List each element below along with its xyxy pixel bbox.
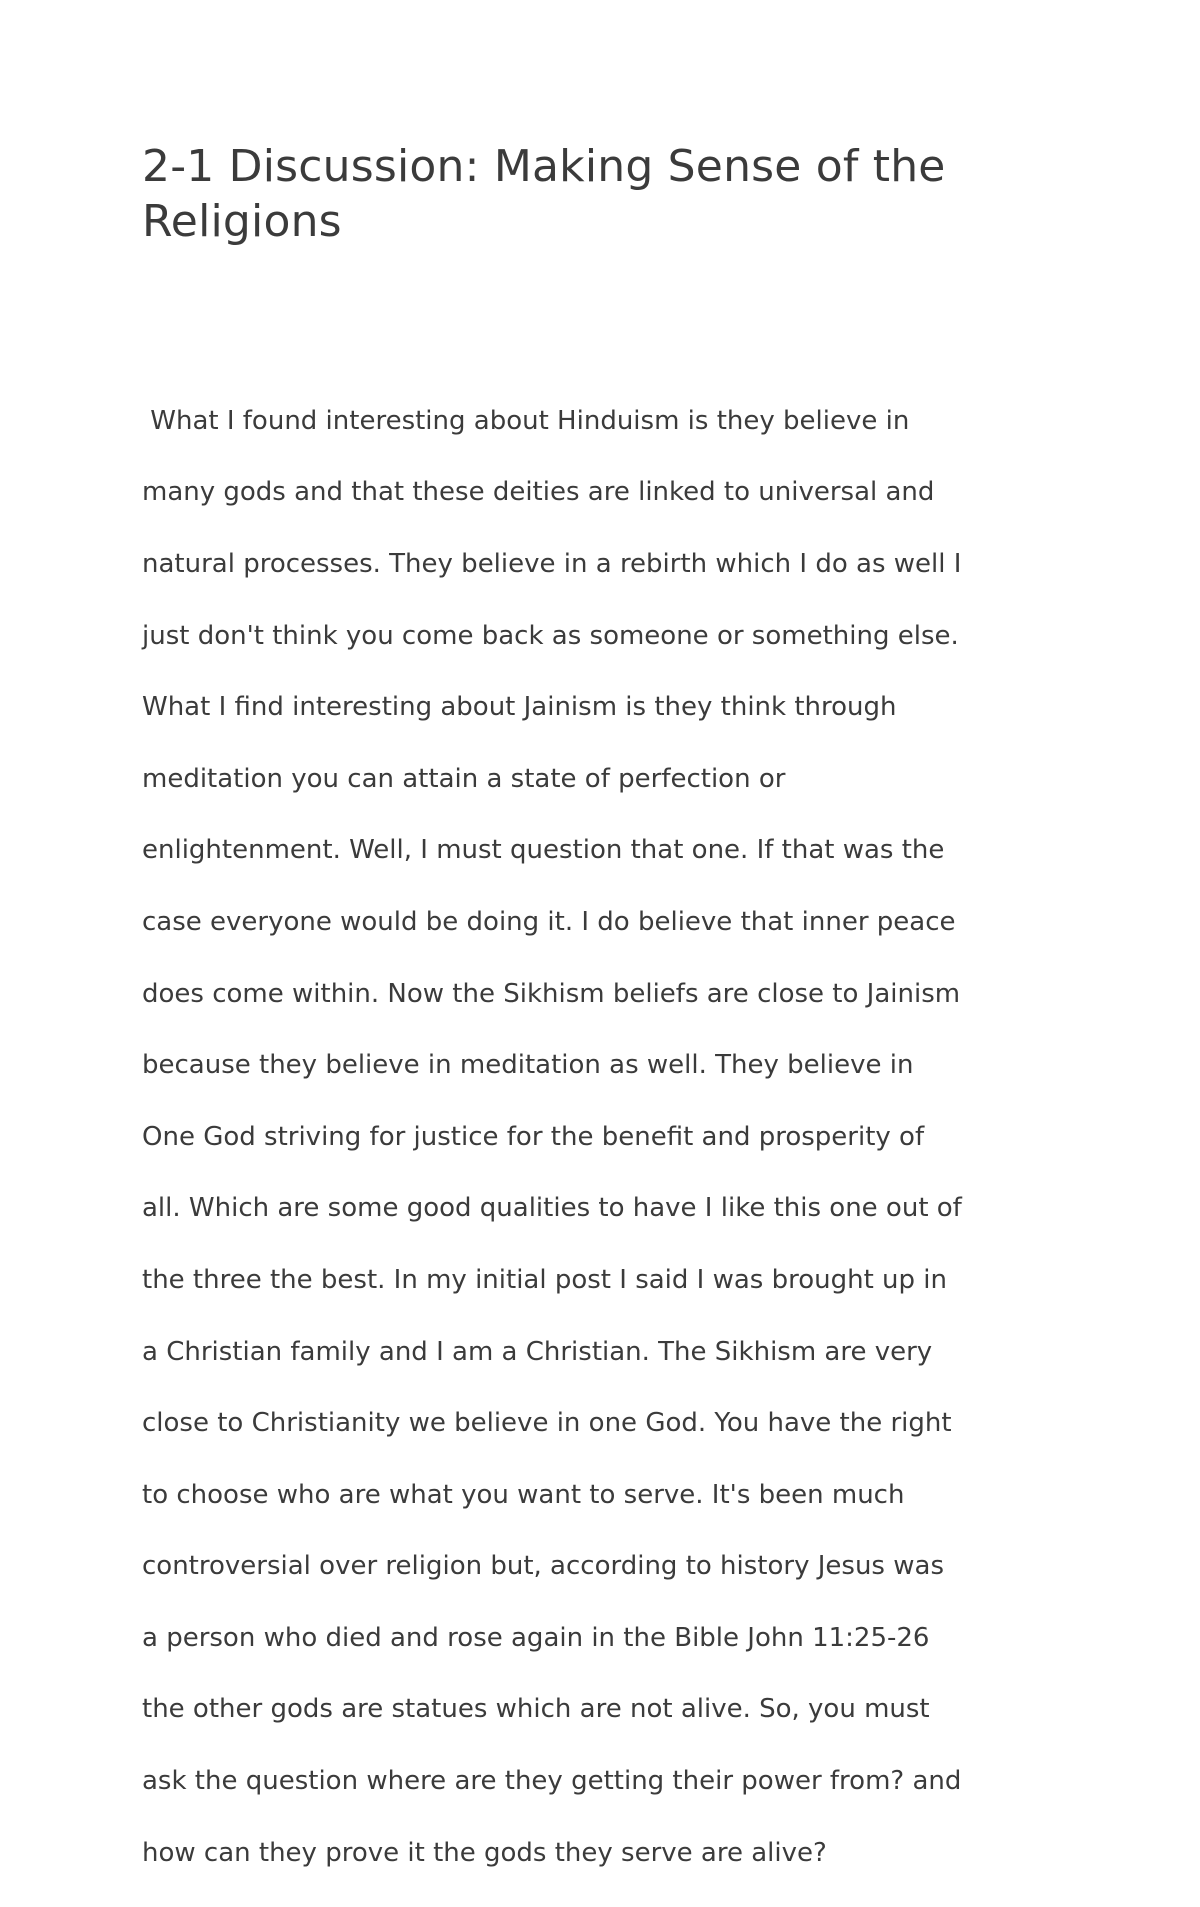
body-line: many gods and that these deities are linked to universal and	[142, 477, 935, 508]
body-line: enlightenment. Well, I must question that one. If that was the	[142, 835, 945, 866]
body-line: a Christian family and I am a Christian. The Sikhism are very	[142, 1336, 933, 1367]
body-line: natural processes. They believe in a rebirth which I do as well I	[142, 548, 962, 579]
body-line: the three the best. In my initial post I said I was brought up in	[142, 1264, 947, 1295]
page-title: 2-1 Discussion: Making Sense of the Religions	[142, 141, 946, 247]
body-line: because they believe in meditation as well. They believe in	[142, 1050, 914, 1081]
body-line: a person who died and rose again in the Bible John 11:25-26	[142, 1622, 930, 1653]
discussion-body	[142, 368, 1072, 1907]
body-line: One God striving for justice for the benefit and prosperity of	[142, 1121, 925, 1152]
body-line: ask the question where are they getting their power from? and	[142, 1766, 962, 1797]
body-line: all. Which are some good qualities to have I like this one out of	[142, 1193, 962, 1224]
body-line: just don't think you come back as someone or something else.	[142, 620, 959, 651]
body-line: does come within. Now the Sikhism beliefs are close to Jainism	[142, 978, 961, 1009]
body-line: how can they prove it the gods they serve are alive?	[142, 1837, 827, 1868]
body-line: meditation you can attain a state of perfection or	[142, 763, 786, 794]
body-line: the other gods are statues which are not alive. So, you must	[142, 1694, 930, 1725]
body-line: What I find interesting about Jainism is they think through	[142, 692, 897, 723]
body-line: controversial over religion but, according to history Jesus was	[142, 1551, 944, 1582]
body-line: What I found interesting about Hinduism is they believe in	[142, 405, 910, 436]
body-line: close to Christianity we believe in one God. You have the right	[142, 1408, 952, 1439]
body-line: to choose who are what you want to serve. It's been much	[142, 1479, 905, 1510]
body-line: case everyone would be doing it. I do believe that inner peace	[142, 906, 956, 937]
